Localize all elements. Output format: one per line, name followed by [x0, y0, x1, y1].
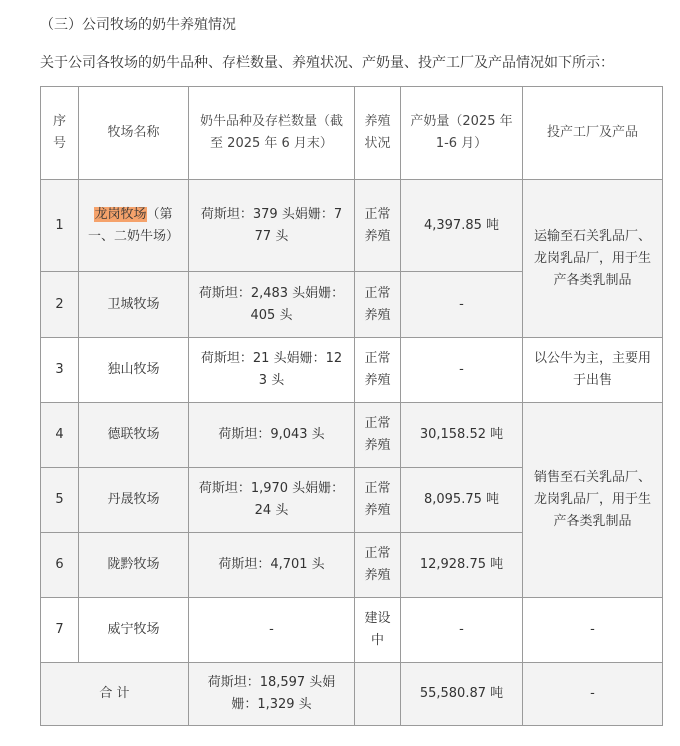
- cell-milk-output: 4,397.85 吨: [401, 180, 523, 272]
- table-total-row: [41, 663, 663, 726]
- highlighted-ranch-name: 龙岗牧场: [94, 206, 147, 222]
- cell-factory-product: 以公牛为主，主要用于出售: [523, 338, 663, 403]
- cell-milk-output: -: [401, 598, 523, 663]
- cell-breed-stock: 荷斯坦：21 头娟姗：123 头: [189, 338, 355, 403]
- cell-breed-stock: 荷斯坦：4,701 头: [189, 533, 355, 598]
- cell-breed-stock: 荷斯坦：2,483 头娟姗：405 头: [189, 272, 355, 338]
- cell-breed-stock: 荷斯坦：1,970 头娟姗：24 头: [189, 468, 355, 533]
- ranch-name-note: （第一、二奶牛场）: [87, 206, 179, 244]
- total-milk-output: 55,580.87 吨: [401, 663, 523, 726]
- header-ranch-name: 牧场名称: [79, 87, 189, 180]
- cell-seq: 6: [41, 533, 79, 598]
- cell-seq: 2: [41, 272, 79, 338]
- intro-paragraph: 关于公司各牧场的奶牛品种、存栏数量、养殖状况、产奶量、投产工厂及产品情况如下所示：: [40, 55, 614, 71]
- cell-status: 正常养殖: [355, 338, 401, 403]
- cell-milk-output: 12,928.75 吨: [401, 533, 523, 598]
- cell-status: 正常养殖: [355, 403, 401, 468]
- table-row: [41, 403, 663, 468]
- cell-factory-product: -: [523, 598, 663, 663]
- ranch-table: [40, 86, 663, 726]
- cell-status: 建设中: [355, 598, 401, 663]
- cell-breed-stock: -: [189, 598, 355, 663]
- cell-seq: 3: [41, 338, 79, 403]
- cell-factory-product: 运输至石关乳品厂、龙岗乳品厂，用于生产各类乳制品: [523, 180, 663, 338]
- total-status: [355, 663, 401, 726]
- cell-factory-product: 销售至石关乳品厂、龙岗乳品厂，用于生产各类乳制品: [523, 403, 663, 598]
- table-row: [41, 338, 663, 403]
- total-label: 合 计: [41, 663, 189, 726]
- cell-seq: 1: [41, 180, 79, 272]
- cell-ranch-name: 德联牧场: [79, 403, 189, 468]
- cell-milk-output: 8,095.75 吨: [401, 468, 523, 533]
- table-row: [41, 598, 663, 663]
- cell-ranch-name: 丹晟牧场: [79, 468, 189, 533]
- header-milk-output: 产奶量（2025 年 1-6 月）: [401, 87, 523, 180]
- total-factory-product: -: [523, 663, 663, 726]
- header-status: 养殖状况: [355, 87, 401, 180]
- cell-milk-output: -: [401, 338, 523, 403]
- cell-milk-output: 30,158.52 吨: [401, 403, 523, 468]
- cell-status: 正常养殖: [355, 533, 401, 598]
- cell-status: 正常养殖: [355, 180, 401, 272]
- cell-milk-output: -: [401, 272, 523, 338]
- cell-ranch-name: 陇黔牧场: [79, 533, 189, 598]
- cell-ranch-name: [79, 180, 189, 272]
- cell-ranch-name: 卫城牧场: [79, 272, 189, 338]
- cell-ranch-name: 威宁牧场: [79, 598, 189, 663]
- cell-breed-stock: 荷斯坦：379 头娟姗：777 头: [189, 180, 355, 272]
- section-heading: （三）公司牧场的奶牛养殖情况: [40, 17, 236, 33]
- cell-seq: 7: [41, 598, 79, 663]
- cell-ranch-name: 独山牧场: [79, 338, 189, 403]
- header-factory-product: 投产工厂及产品: [523, 87, 663, 180]
- total-breed-stock: 荷斯坦：18,597 头娟姗：1,329 头: [189, 663, 355, 726]
- cell-status: 正常养殖: [355, 272, 401, 338]
- header-breed-stock: 奶牛品种及存栏数量（截至 2025 年 6 月末）: [189, 87, 355, 180]
- cell-breed-stock: 荷斯坦：9,043 头: [189, 403, 355, 468]
- table-header-row: [41, 87, 663, 180]
- header-seq: 序号: [41, 87, 79, 180]
- table-row: [41, 180, 663, 272]
- cell-seq: 4: [41, 403, 79, 468]
- cell-seq: 5: [41, 468, 79, 533]
- cell-status: 正常养殖: [355, 468, 401, 533]
